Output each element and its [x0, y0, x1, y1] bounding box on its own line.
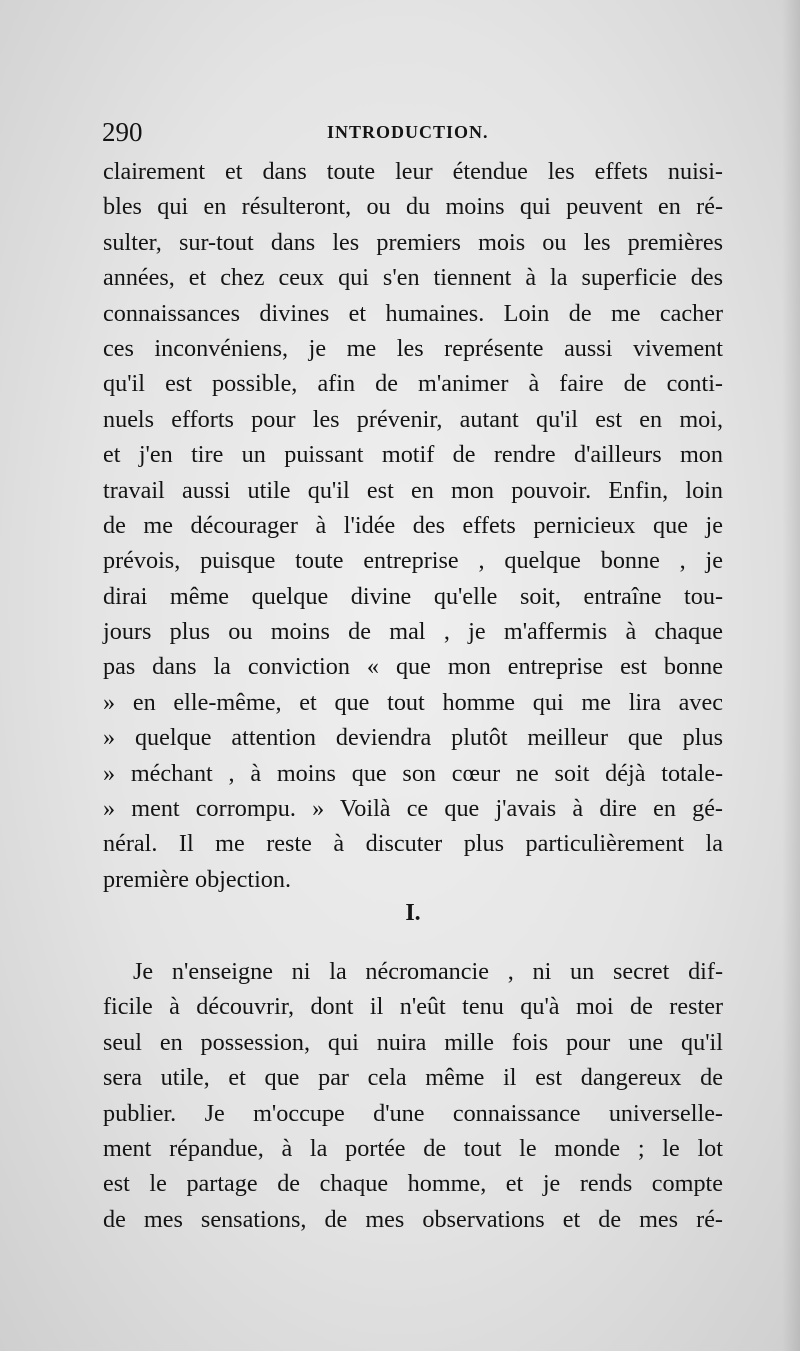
text-line: » méchant , à moins que son cœur ne soit déjà totale- [103, 759, 723, 787]
text-line: pas dans la conviction « que mon entreprise est bonne [103, 653, 723, 681]
text-line: publier. Je m'occupe d'une connaissance universelle- [103, 1099, 723, 1127]
text-line: Je n'enseigne ni la nécromancie , ni un secret dif- [133, 958, 723, 985]
text-line: ment répandue, à la portée de tout le monde ; le lot [103, 1134, 723, 1162]
text-line: » en elle-même, et que tout homme qui me lira avec [103, 688, 723, 716]
running-head: INTRODUCTION. [327, 122, 489, 142]
text-line: nuels efforts pour les prévenir, autant qu'il est en moi, [103, 405, 723, 433]
text-line: est le partage de chaque homme, et je rends compte [103, 1170, 723, 1198]
text-line: années, et chez ceux qui s'en tiennent à la superficie des [103, 264, 723, 292]
text-line: travail aussi utile qu'il est en mon pouvoir. Enfin, loin [103, 476, 723, 504]
text-line: de me décourager à l'idée des effets pernicieux que je [103, 511, 723, 539]
text-line: » ment corrompu. » Voilà ce que j'avais à dire en gé- [103, 795, 723, 823]
text-line: connaissances divines et humaines. Loin de me cacher [103, 299, 723, 327]
text-line: première objection. [103, 865, 292, 893]
page-header [102, 118, 722, 146]
text-line: » quelque attention deviendra plutôt meilleur que plus [103, 724, 723, 752]
text-line: dirai même quelque divine qu'elle soit, entraîne tou- [103, 582, 723, 610]
section-heading: I. [405, 900, 421, 926]
paragraph-2 [103, 954, 723, 1237]
text-line: sulter, sur-tout dans les premiers mois ou les premières [103, 228, 723, 256]
text-line: ficile à découvrir, dont il n'eût tenu qu'à moi de rester [103, 993, 723, 1021]
text-line: seul en possession, qui nuira mille fois pour une qu'il [103, 1028, 723, 1056]
text-line: et j'en tire un puissant motif de rendre d'ailleurs mon [103, 441, 723, 469]
text-line: ces inconvéniens, je me les représente aussi vivement [103, 334, 723, 362]
page-edge-shadow [782, 0, 800, 1351]
text-line: prévois, puisque toute entreprise , quelque bonne , je [103, 547, 723, 575]
text-line: de mes sensations, de mes observations et de mes ré- [103, 1205, 723, 1233]
text-line: qu'il est possible, afin de m'animer à faire de conti- [103, 370, 723, 398]
text-line: sera utile, et que par cela même il est dangereux de [103, 1064, 723, 1092]
text-line: néral. Il me reste à discuter plus particulièrement la [103, 830, 723, 858]
paragraph-1 [103, 154, 723, 897]
text-line: jours plus ou moins de mal , je m'affermis à chaque [103, 618, 723, 646]
text-line: bles qui en résulteront, ou du moins qui peuvent en ré- [103, 193, 723, 221]
text-line: clairement et dans toute leur étendue les effets nuisi- [103, 158, 723, 185]
page-number: 290 [102, 117, 143, 147]
